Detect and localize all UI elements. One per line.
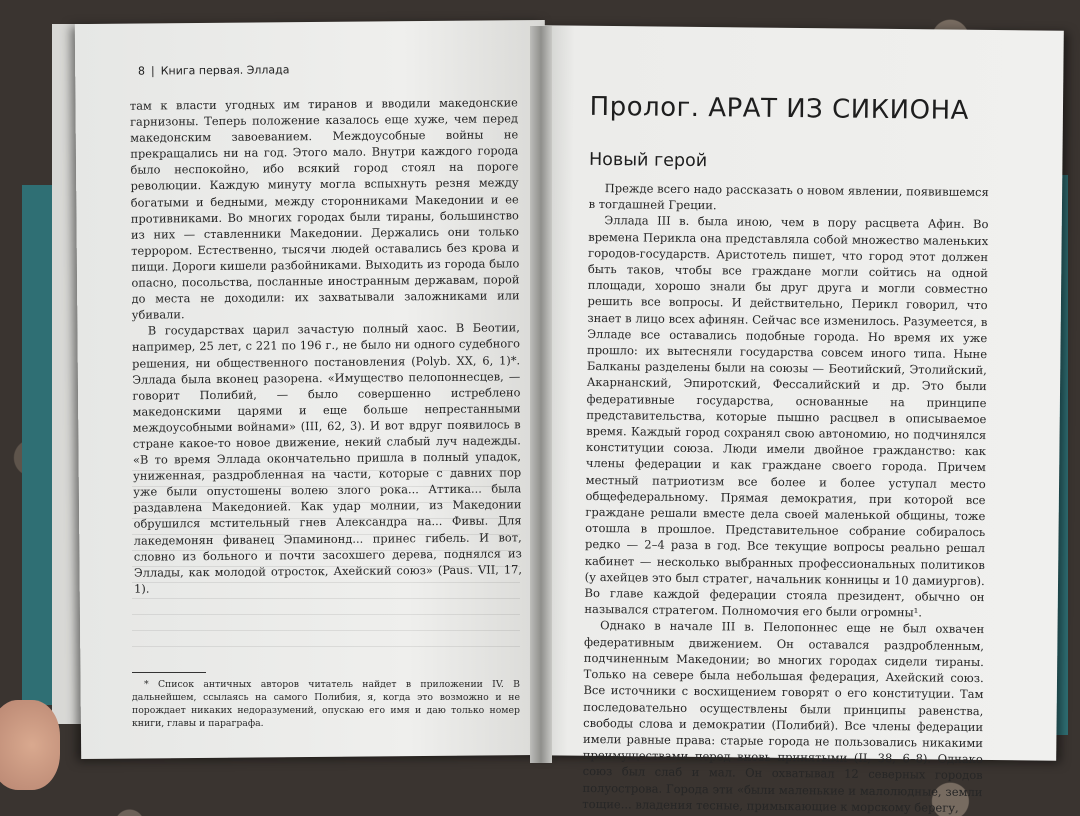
right-paragraph-2: Эллада III в. была иною, чем в пору расцвета Афин. Во времена Перикла она представляла собой множество маленьких городов-государств. Аристотель пишет, что город этот должен быть таков, чтобы все граждане могли сойтись на одной площади, хорошо знали бы друг друга и могли совместно решить все вопросы. И действительно, Перикл говорил, что знает в лицо всех афинян. Сейчас все изменилось. Разумеется, в Элладе все оставались подобные города. Но время их уже прошло: их вытесняли государства совсем иного типа. Ныне Балканы разделены были на союзы — Беотийский, Этолийский, Акарнанский, Эпиротский, Фессалийский и др. Это были федеративные государства, основанные на принципе представительства, которые пышно расцвел в описываемое время. Каждый город сохранял свою автономию, но подчинялся конституции союза. Люди имели двойное гражданство: как члены федерации и как граждане своего города. Причем местный патриотизм все более и более уступал место общефедеральному. Прямая демократия, при которой все граждане решали вместе дела своей маленькой общины, тоже отошла в прошлое. Представительное собрание собиралось редко — 2–4 раза в год. Все текущие вопросы реально решал кабинет — несколько выбранных профессиональных политиков (у ахейцев это был стратег, начальник конницы и 10 дамиургов). Во главе каждой федерации стояла президент, обычно он назывался стратегом. Полномочия его были огромны¹. [584, 213, 989, 620]
page-number: 8 [137, 64, 146, 78]
show-through-text [132, 470, 520, 660]
left-paragraph-1: там к власти угодных им тиранов и вводили македонские гарнизоны. Теперь положение казалось еще хуже, чем перед македонским завоеванием. Междоусобные войны не прекращались ни на год. Этого мало. Внутри каждого города было неспокойно, ибо всякий город стоял на пороге революции. Каждую минуту могла вспыхнуть резня между богатыми и бедными, между сторонниками Македонии и ее противниками. Во многих городах были тираны, большинство из них — ставленники Македонии. Держались они только террором. Естественно, тысячи людей оставались без крова и пищи. Дороги кишели разбойниками. Выходить из города было опасно, посольства, посланные иностранным державам, порой до места не доходили: их захватывали заложниками или убивали. [129, 95, 520, 322]
left-paragraph-2: В государствах царил зачастую полный хаос. В Беотии, например, 25 лет, с 221 по 196 г., не было ни одного судебного решения, ни общественного постановления (Polyb. XX, 6, 1)*. Эллада была вконец разорена. «Имущество пелопоннесцев, — говорит Полибий, — было совершенно истреблено македонскими царями и еще больше непрестанными междоусобными войнами» (III, 62, 3). И вот вдруг появилось в стране какое-то новое движение, некий слабый луч надежды. «В то время Эллада окончательно пришла в полный упадок, униженная, раздробленная на части, которые с давних пор уже были опустошены волею злого рока... Аттика... была раздавлена Македонией. Как удар молнии, из Македонии обрушился мстительный гнев Александра на... Фивы. Для лакедемонян фиванец Эпаминонд... принес гибель. И вот, словно из больного и почти засохшего дерева, поднялся из Эллады, как молодой отросток, Ахейский союз» (Paus. VII, 17, 1). [131, 320, 523, 596]
right-paragraph-1: Прежде всего надо рассказать о новом явлении, появившемся в тогдашней Греции. [588, 181, 989, 213]
chapter-title: Пролог. АРАТ ИЗ СИКИОНА [589, 91, 970, 126]
running-head-title: Книга первая. Эллада [160, 63, 290, 78]
footnote [132, 678, 520, 730]
section-title: Новый герой [588, 149, 708, 172]
right-page-content [582, 92, 990, 816]
running-head: 8 | Книга первая. Эллада [137, 63, 290, 78]
right-paragraph-3: Однако в начале III в. Пелопоннес еще не был охвачен федеративным движением. Он оставался раздробленным, подчиненным Македонии; во многих городах сидели тираны. Только на севере была небольшая федерация, Ахейский союз. Все источники с восхищением говорят о его конституции. Там последовательно осуществлены были принципы равенства, свободы слова и демократии (Полибий). Все члены федерации имели равные права: старые города не пользовались никакими преимуществами перед вновь принятыми (II, 38, 6–8). Однако союз был слаб и мал. Он охватывал 12 северных городов полуострова. Города эти «были маленькие и малолюдные, земли тощие... владения тесные, примыкающие к морскому берегу, [582, 618, 985, 815]
book-gutter [530, 26, 552, 763]
right-page-body [582, 180, 989, 816]
footnote-text: * Список античных авторов читатель найдет в приложении IV. В дальнейшем, ссылаясь на самого Полибия, я, когда это возможно и не порождает никаких недоразумений, опускаю его имя и даю только номер книги, главы и параграфа. [132, 679, 520, 729]
thumb [0, 700, 60, 790]
footnote-rule [132, 672, 206, 673]
